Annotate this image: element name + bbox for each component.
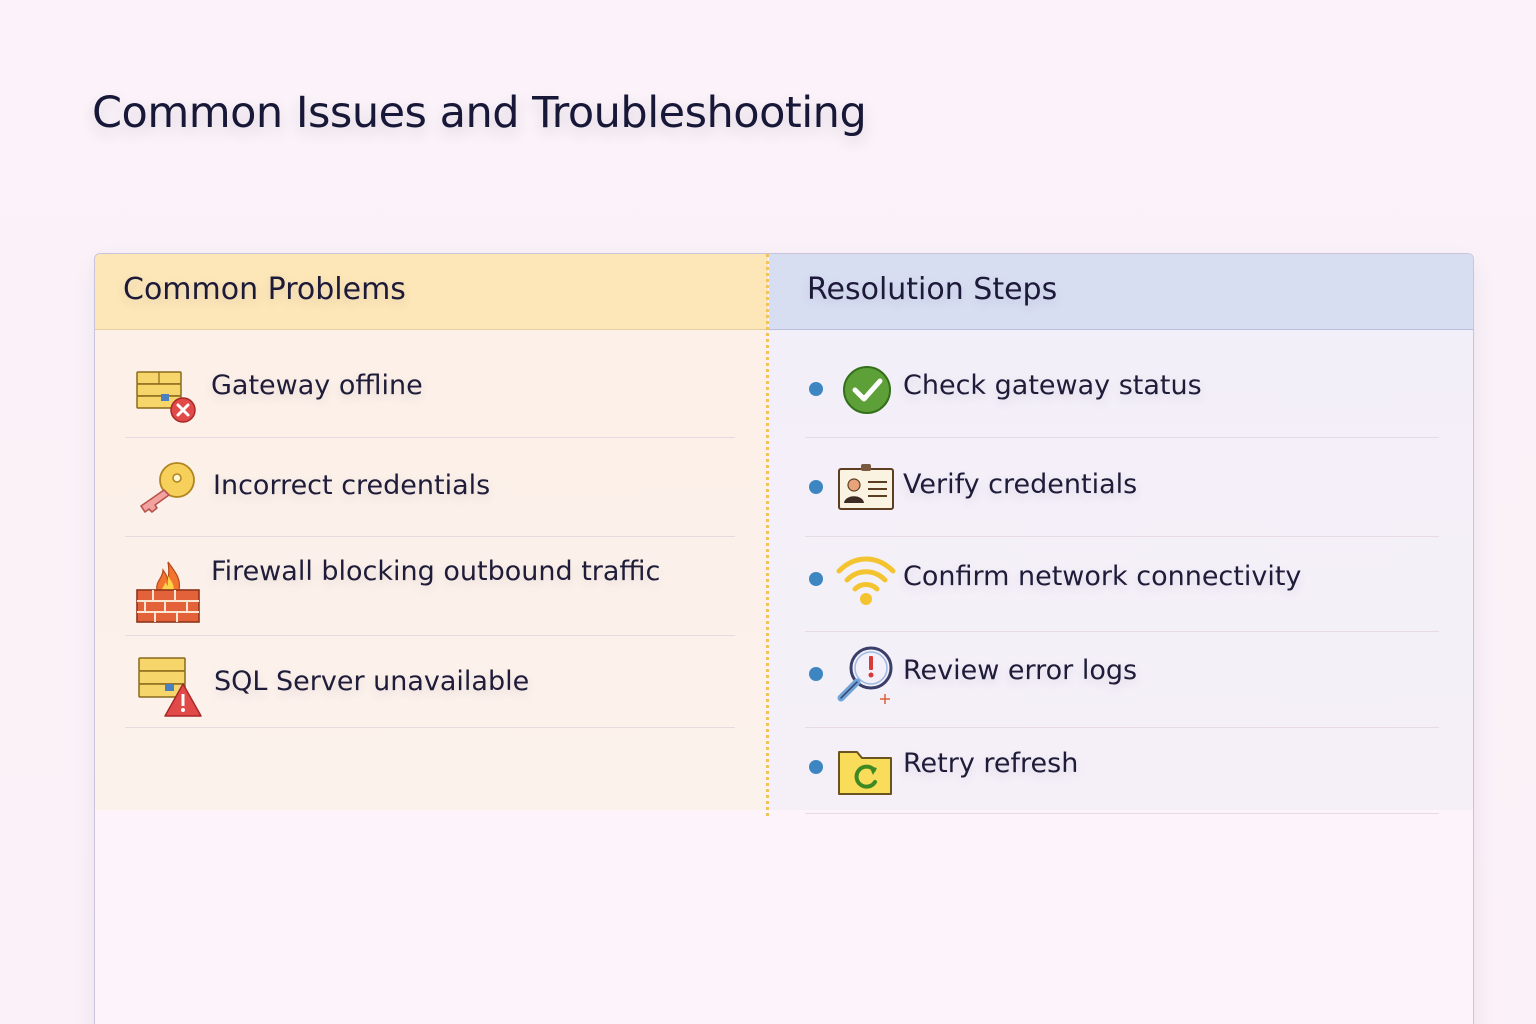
problems-header (95, 254, 768, 330)
database-warning-icon (137, 654, 203, 720)
problem-label: SQL Server unavailable (214, 666, 530, 697)
resolutions-header (769, 254, 1473, 330)
column-divider (766, 254, 769, 816)
magnifier-alert-icon (833, 642, 899, 708)
problem-label: Incorrect credentials (213, 470, 491, 501)
row-separator (805, 631, 1439, 632)
folder-refresh-icon (835, 738, 901, 804)
resolution-label: Retry refresh (903, 748, 1079, 779)
resolution-label: Review error logs (903, 655, 1138, 686)
problem-label: Gateway offline (211, 370, 423, 401)
problems-header-label: Common Problems (123, 272, 406, 307)
key-icon (133, 458, 199, 524)
bullet (809, 480, 823, 494)
resolution-label: Check gateway status (903, 370, 1202, 401)
bullet (809, 667, 823, 681)
resolution-label: Verify credentials (903, 469, 1138, 500)
page-title: Common Issues and Troubleshooting (92, 88, 867, 138)
resolutions-header-label: Resolution Steps (807, 272, 1058, 307)
bullet (809, 572, 823, 586)
id-card-icon (835, 455, 901, 521)
server-error-icon (133, 366, 199, 432)
row-separator (125, 437, 735, 438)
checkmark-icon (835, 356, 901, 422)
bullet (809, 760, 823, 774)
problem-label: Firewall blocking outbound traffic (211, 556, 661, 587)
troubleshooting-table (94, 253, 1474, 1024)
firewall-icon (135, 558, 201, 624)
row-separator (805, 727, 1439, 728)
row-separator (125, 536, 735, 537)
row-separator (805, 536, 1439, 537)
bullet (809, 382, 823, 396)
row-separator (125, 727, 735, 728)
row-separator (805, 437, 1439, 438)
resolution-label: Confirm network connectivity (903, 561, 1302, 592)
row-separator (125, 635, 735, 636)
row-separator (805, 813, 1439, 814)
wifi-icon (833, 549, 899, 615)
